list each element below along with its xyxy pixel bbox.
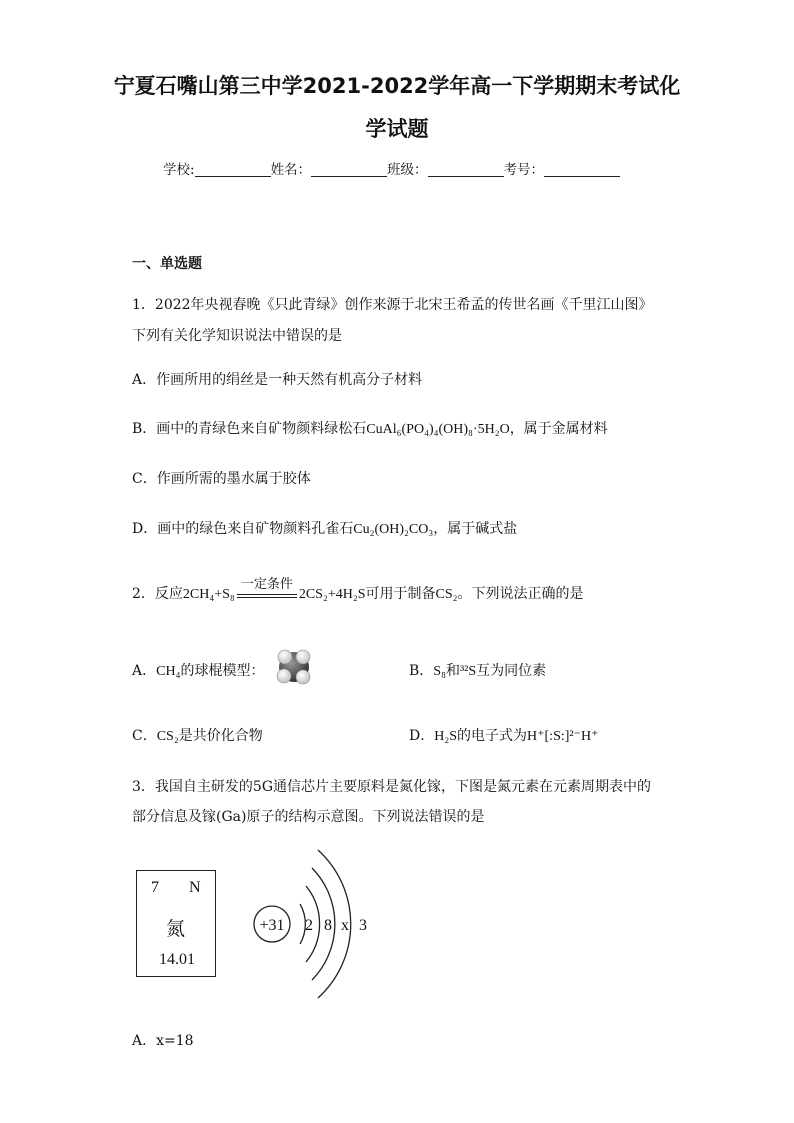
q1-b-formula: CuAl₆(PO₄)₄(OH)₈·5H₂O: [366, 422, 510, 437]
q2-a-prefix: A．: [132, 663, 157, 679]
q2-b-and: 和: [445, 663, 460, 679]
shell-2-count: 8: [324, 917, 332, 934]
class-label: 班级：: [387, 162, 428, 178]
shell-3-count: x: [341, 917, 349, 934]
q2-a-suffix: 的球棍模型：: [180, 663, 265, 679]
q2-c-prefix: C．: [132, 728, 157, 744]
q2-a-formula: CH₄: [156, 664, 181, 679]
q2-products: 2CS₂+4H₂S: [298, 587, 366, 602]
q2-stem: [132, 577, 584, 603]
q2-d-formula: H₂S: [434, 729, 458, 744]
q1-stem-line2: 下列有关化学知识说法中错误的是: [132, 328, 342, 344]
q3-stem-line2: 部分信息及镓(Ga)原子的结构示意图。下列说法错误的是: [132, 809, 485, 825]
q1-option-b: [132, 418, 608, 438]
q2-c-suffix: 是共价化合物: [178, 728, 263, 744]
methane-ball-stick-model: [272, 645, 316, 689]
q2-b-formula1: S₈: [433, 664, 446, 679]
atomic-number: 7: [151, 879, 159, 896]
q2-stem-prefix: 2．反应: [132, 586, 183, 602]
name-label: 姓名：: [270, 162, 312, 178]
q2-option-b: [409, 660, 546, 680]
q1-option-c: C．作画所需的墨水属于胶体: [132, 471, 311, 487]
q1-d-prefix: D．画中的绿色来自矿物颜料孔雀石: [132, 521, 354, 537]
q1-d-suffix: ，属于碱式盐: [433, 521, 518, 537]
student-info-line: [163, 158, 620, 178]
class-blank[interactable]: [428, 162, 504, 177]
q1-stem-line1: 1．2022年央视春晚《只此青绿》创作来源于北宋王希孟的传世名画《千里江山图》: [132, 297, 653, 313]
q2-c-formula: CS₂: [156, 729, 179, 744]
nucleus-charge: +31: [259, 917, 285, 934]
q2-reaction-arrow: [237, 577, 297, 598]
exam-title-line1: 宁夏石嘴山第三中学2021-2022学年高一下学期期末考试化: [113, 74, 681, 98]
q2-option-c: [132, 725, 263, 745]
section-title: 一、单选题: [132, 256, 202, 272]
q1-option-a: A．作画所用的绢丝是一种天然有机高分子材料: [132, 372, 423, 388]
q2-d-suffix: 的电子式为: [457, 728, 528, 744]
name-blank[interactable]: [311, 162, 387, 177]
id-label: 考号：: [503, 162, 545, 178]
exam-title-line2: 学试题: [365, 117, 429, 141]
school-label: 学校:: [163, 162, 195, 178]
q2-d-electron-formula: H⁺[:S:]²⁻H⁺: [527, 729, 599, 744]
q2-b-formula2: ³²S: [459, 664, 477, 679]
q2-stem-end: 。下列说法正确的是: [457, 586, 584, 602]
q2-b-suffix: 互为同位素: [476, 663, 547, 679]
element-name: 氮: [166, 919, 186, 940]
q1-d-formula: Cu₂(OH)₂CO₃: [353, 522, 434, 537]
q2-option-d: [409, 725, 599, 745]
periodic-table-cell: [136, 870, 216, 977]
q2-stem-suffix: 可用于制备: [365, 586, 436, 602]
q2-b-prefix: B．: [409, 663, 434, 679]
q1-b-prefix: B．画中的青绿色来自矿物颜料绿松石: [132, 421, 367, 437]
q2-target: CS₂: [435, 587, 458, 602]
q1-b-suffix: ，属于金属材料: [509, 421, 608, 437]
q1-option-d: [132, 518, 517, 538]
q2-option-a: [132, 660, 264, 680]
school-blank[interactable]: [195, 162, 271, 177]
q3-option-a: A．x=18: [132, 1033, 194, 1049]
shell-1-count: 2: [305, 917, 313, 934]
q2-condition: 一定条件: [240, 577, 293, 592]
atomic-mass: 14.01: [159, 951, 195, 968]
q2-reactants: 2CH₄+S₈: [182, 587, 235, 602]
gallium-atom-structure-diagram: [248, 842, 388, 1012]
shell-4-count: 3: [359, 917, 367, 934]
element-symbol: N: [189, 879, 201, 896]
q3-stem-line1: 3．我国自主研发的5G通信芯片主要原料是氮化镓，下图是氮元素在元素周期表中的: [132, 779, 651, 795]
q2-d-prefix: D．: [409, 728, 435, 744]
id-blank[interactable]: [544, 162, 620, 177]
